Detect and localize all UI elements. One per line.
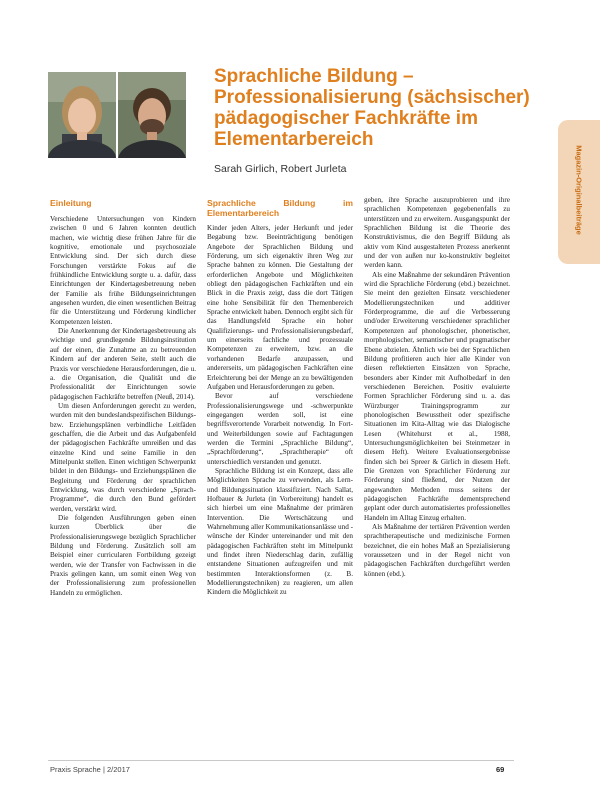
author-photo-sarah-girlich: [48, 72, 116, 158]
text-column-2: [207, 198, 353, 598]
paragraph: Die folgenden Ausführungen geben einen kurzen Überblick über die Professionalisierungswege bezüglich Sprachlicher Bildung und Förderung. Zusätzlich soll am Beispiel einer curricularen Fortbildung gezeigt werden, wie der Transfer von Fachwissen in die Praxis gelingen kann, um somit einen Weg von der Professionalisierung zum professionellen Handeln zu ermöglichen.: [50, 514, 196, 597]
paragraph: Bevor auf verschiedene Professionalisierungswege und -schwerpunkte eingegangen werden soll, ist eine begriffsverortende Vorarbeit notwendig. In Fort- und Weiterbildungen sowie auf Fachtagungen werden die Termini „Sprachliche Bildung“, „Sprachförderung“, „Sprachtherapie“ oft unterschiedlich verstanden und genutzt.: [207, 392, 353, 466]
paragraph: geben, ihre Sprache auszuprobieren und ihre sprachlichen Kompetenzen gegebenenfalls zu unterstützen und zu erweitern. Ausgangspunkt der Sprachlichen Bildung ist die Theorie des Konstruktivismus, die den Begriff Bildung als aktiv vom Kind ausgestalteten Prozess anerkennt und der von außen nur ko-konstruktiv begleitet werden kann.: [364, 196, 510, 270]
paragraph: Sprachliche Bildung ist ein Konzept, dass alle Möglichkeiten Sprache zu verwenden, als Lern- und Bildungssituation klassifiziert. Nach Sallat, Hofbauer & Jurleta (in Vorbereitung) handelt es sich hierbei um eine Maßnahme der primären Intervention. Die Wertschätzung und Wahrnehmung aller Kommunikationsanlässe und -wünsche der Kinder untereinander und mit den pädagogischen Fachkräften steht im Mittelpunkt und findet ihren Niederschlag darin, zufällig entstandene Situationen aufzugreifen und mit bestimmten Interaktionsformen (z. B. Modellierungstechniken) zu reagieren, um allen Kindern die Möglichkeit zu: [207, 466, 353, 597]
section-side-tab: [558, 120, 600, 264]
article-authors: Sarah Girlich, Robert Jurleta: [214, 163, 347, 175]
footer-divider: [48, 760, 514, 761]
text-column-1: [50, 198, 196, 598]
author-photo-robert-jurleta: [118, 72, 186, 158]
footer-publication: Praxis Sprache | 2/2017: [50, 765, 130, 774]
paragraph: Als eine Maßnahme der sekundären Prävention wird die Sprachliche Förderung (ebd.) bezeichnet. Sie meint den gezielten Einsatz verschiedener Modellierungstechniken und additiver Förderprogramme, die auf die Verbesserung und/oder Erweiterung verschiedener sprachlicher Kompetenzen auf phonologischer, phonetischer, morphologischer, semantischer und pragmatischer Ebene abzielen. Ähnlich wie bei der Sprachlichen Bildung profitieren auch hier alle Kinder von diesen reflektierten Einsätzen von Sprache, besonders aber Kinder mit Aufholbedarf in den verschiedenen Bereichen. Positiv evaluierte Formen Sprachlicher Förderung sind u. a. das Würzburger Trainingsprogramm zur phonologischen Bewusstheit oder spezifische Situationen im Kita-Alltag wie das Dialogische Lesen (Whitehurst et al., 1988, Untersuchungsmöglichkeiten bei Steinmetzer in diesem Heft). Weitere Evaluationsergebnisse finden sich bei Spreer & Girlich in diesem Heft. Die Grenzen von Sprachlicher Förderung zur Förderung sind fließend, der Nutzen der angewandten Methoden muss seitens der pädagogischen Fachkräfte dementsprechend geplant oder durch automatisiertes professionelles Handeln im Alltag Einzug erhalten.: [364, 270, 510, 522]
section-heading-sprachliche-bildung: Sprachliche Bildung im Elementarbereich: [207, 198, 353, 218]
section-side-tab-label: Magazin-Originalbeiträge: [574, 145, 584, 235]
paragraph: Um diesen Anforderungen gerecht zu werden, wurden mit den bundeslandspezifischen Bildungs- bzw. Erziehungsplänen verbindliche Leitfäden geschaffen, die die Arbeit und das Aufgabenfeld der pädagogischen Fachkräfte umreißen und das einzelne Kind und seine Familie in den Mittelpunkt stellen. Einen wichtigen Schwerpunkt bildet in den Bildungs- und Erziehungsplänen die Begleitung und Förderung der sprachlichen Entwicklung, was durch verschiedene „Sprach-Programme“, die durch den Bund gefördert werden, verstärkt wird.: [50, 401, 196, 513]
page-number: 69: [496, 765, 505, 774]
paragraph: Kinder jeden Alters, jeder Herkunft und jeder Begabung bzw. Beeinträchtigung benötigen Angebote der Sprachlichen Bildung und Förderung, um sich eigenaktiv ihren Weg zur Sprache bahnen zu können. Die Gestaltung der erforderlichen Angebote und Möglichkeiten obliegt den pädagogischen Fachkräften und ein Blick in die Praxis zeigt, dass die dort Tätigen eine hohe Sensibilität für den Themenbereich Sprache entwickelt haben. Dennoch ergibt sich für das Handlungsfeld Sprache ein hoher Qualifizierungs- und Professionalisierungsbedarf, um einerseits fachliche und prozessuale Kompetenzen zu erweitern, bzw. an die vorhandenen Bedarfe anzupassen, und andererseits, um pädagogischen Fachkräften eine Erleichterung bei der Menge an zu bewältigenden Aufgaben und Herausforderungen zu geben.: [207, 224, 353, 391]
author-portrait-woman: [48, 72, 116, 158]
author-portrait-man: [118, 72, 186, 158]
paragraph: Verschiedene Untersuchungen von Kindern zwischen 0 und 6 Jahren konnten deutlich machen, wie wichtig diese frühen Jahre für die kognitive, emotionale und psychosoziale Entwicklung sind. Der sich durch diese Forschungen verstärkte Fokus auf die frühkindliche Entwicklung sorgte u. a. dafür, dass Einrichtungen der Kindertagesbetreuung neben der Familie als frühe Bildungseinrichtungen angesehen wurden, die einen wesentlichen Beitrag für die Unterstützung und Förderung kindlicher Kompetenzen leisten.: [50, 215, 196, 326]
section-heading-einleitung: Einleitung: [50, 198, 92, 208]
paragraph: Die Anerkennung der Kindertagesbetreuung als wichtige und grundlegende Bildungsinstitution auf der einen, die Zunahme an zu betreuenden Kindern auf der anderen Seite, stellt auch die Praxis vor verschiedene Herausforderungen, die u. a. die Organisation, die Qualität und die Professionalität der Einrichtungen sowie pädagogischen Fachkräfte betreffen (Neuß, 2014).: [50, 327, 196, 401]
paragraph: Als Maßnahme der tertiären Prävention werden sprachtherapeutische und medizinische Formen bezeichnet, die ein hohes Maß an Spezialisierung voraussetzen und in der Regel nicht von pädagogischen Fachkräften durchgeführt werden können (ebd.).: [364, 523, 510, 578]
text-column-3: [364, 196, 510, 579]
article-title: Sprachliche Bildung – Professionalisierung (sächsischer) pädagogischer Fachkräfte im Elementarbereich: [214, 66, 530, 150]
